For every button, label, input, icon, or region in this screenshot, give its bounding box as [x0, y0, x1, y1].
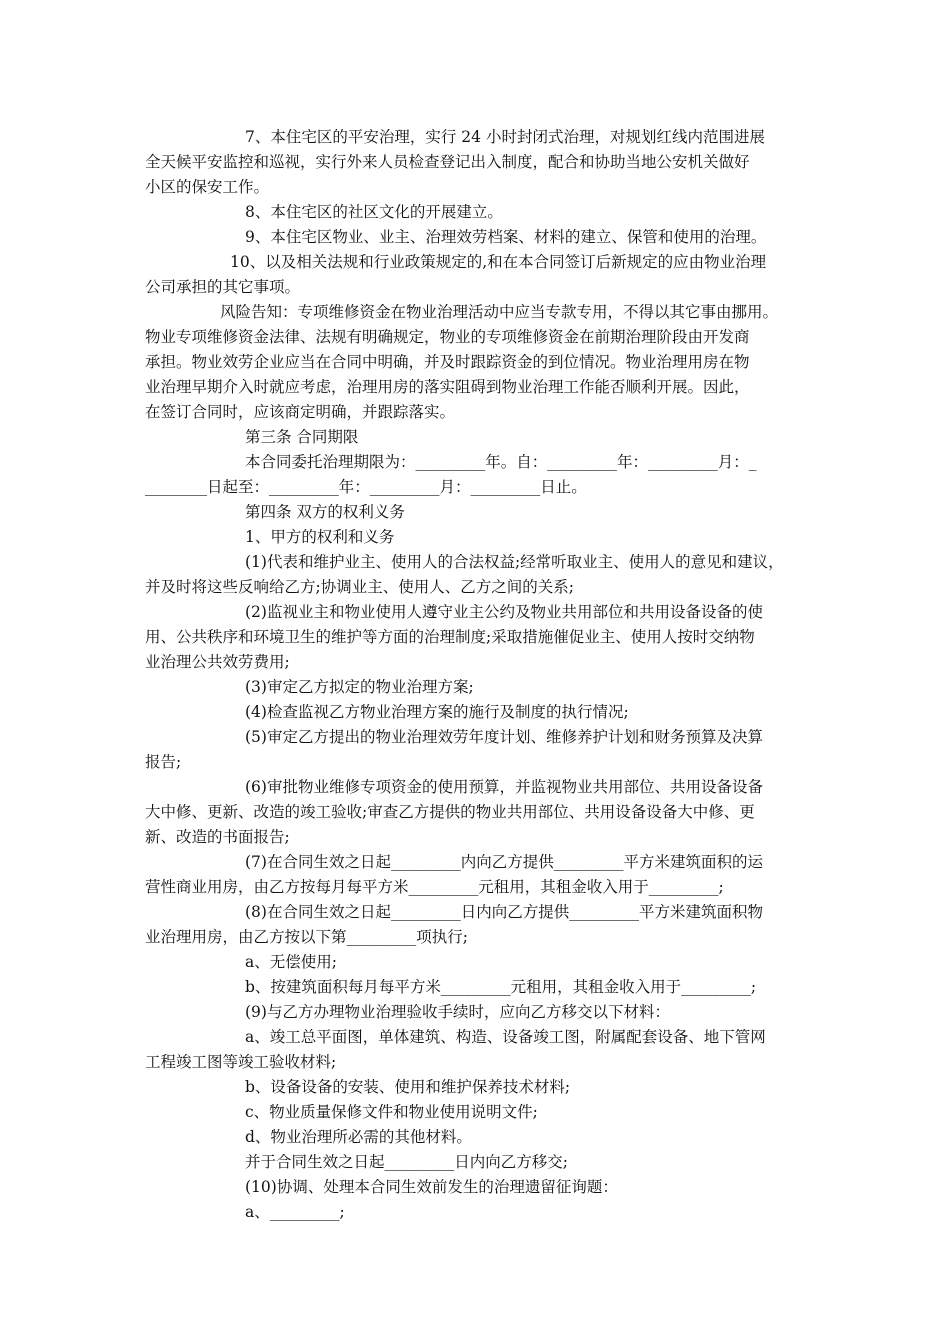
- list-item: c、物业质量保修文件和物业使用说明文件;: [245, 1103, 538, 1121]
- paragraph-line: (5)审定乙方提出的物业治理效劳年度计划、维修养护计划和财务预算及决算: [245, 728, 763, 746]
- list-item: a、_________;: [245, 1203, 345, 1221]
- list-item: 工程竣工图等竣工验收材料;: [145, 1053, 337, 1071]
- paragraph-line: 7、本住宅区的平安治理，实行 24 小时封闭式治理，对规划红线内范围进展: [245, 128, 765, 146]
- paragraph-line: 并及时将这些反响给乙方;协调业主、使用人、乙方之间的关系;: [145, 578, 574, 596]
- paragraph-line: 大中修、更新、改造的竣工验收;审查乙方提供的物业共用部位、共用设备设备大中修、更: [145, 803, 755, 821]
- risk-notice-line: 风险告知：专项维修资金在物业治理活动中应当专款专用，不得以其它事由挪用。: [220, 303, 779, 321]
- list-item: a、竣工总平面图，单体建筑、构造、设备竣工图，附属配套设备、地下管网: [245, 1028, 766, 1046]
- risk-notice-line: 业治理早期介入时就应考虑，治理用房的落实阻碍到物业治理工作能否顺利开展。因此，: [145, 378, 750, 396]
- section-heading: 第三条 合同期限: [245, 428, 359, 446]
- paragraph-line: (8)在合同生效之日起_________日内向乙方提供_________平方米建筑面积物: [245, 903, 763, 921]
- paragraph-line: ________日起至：_________年：_________月：_________日止。: [145, 478, 587, 496]
- paragraph-line: (10)协调、处理本合同生效前发生的治理遗留征询题：: [245, 1178, 618, 1196]
- paragraph-line: (2)监视业主和物业使用人遵守业主公约及物业共用部位和共用设备设备的使: [245, 603, 763, 621]
- section-heading: 第四条 双方的权利义务: [245, 503, 405, 521]
- risk-notice-line: 在签订合同时，应该商定明确，并跟踪落实。: [145, 403, 456, 421]
- paragraph-line: 业治理公共效劳费用;: [145, 653, 290, 671]
- subsection-heading: 1、甲方的权利和义务: [245, 528, 395, 546]
- paragraph-line: 8、本住宅区的社区文化的开展建立。: [245, 203, 503, 221]
- list-item: a、无偿使用;: [245, 953, 337, 971]
- paragraph-line: (9)与乙方办理物业治理验收手续时，应向乙方移交以下材料：: [245, 1003, 670, 1021]
- paragraph-line: 小区的保安工作。: [145, 178, 270, 196]
- risk-notice-line: 物业专项维修资金法律、法规有明确规定，物业的专项维修资金在前期治理阶段由开发商: [145, 328, 750, 346]
- paragraph-line: 营性商业用房，由乙方按每月每平方米_________元租用，其租金收入用于_________;: [145, 878, 724, 896]
- paragraph-line: 业治理用房，由乙方按以下第_________项执行;: [145, 928, 468, 946]
- paragraph-line: 9、本住宅区物业、业主、治理效劳档案、材料的建立、保管和使用的治理。: [245, 228, 767, 246]
- list-item: b、设备设备的安装、使用和维护保养技术材料;: [245, 1078, 571, 1096]
- paragraph-line: 报告;: [145, 753, 182, 771]
- paragraph-line: 本合同委托治理期限为：_________年。自：_________年：_________月：_: [245, 453, 757, 471]
- list-item: b、按建筑面积每月每平方米_________元租用，其租金收入用于_________;: [245, 978, 757, 996]
- paragraph-line: (7)在合同生效之日起_________内向乙方提供_________平方米建筑面积的运: [245, 853, 763, 871]
- paragraph-line: 全天候平安监控和巡视，实行外来人员检查登记出入制度，配合和协助当地公安机关做好: [145, 153, 750, 171]
- paragraph-line: 公司承担的其它事项。: [145, 278, 301, 296]
- paragraph-line: 新、改造的书面报告;: [145, 828, 290, 846]
- paragraph-line: (6)审批物业维修专项资金的使用预算，并监视物业共用部位、共用设备设备: [245, 778, 763, 796]
- paragraph-line: 并于合同生效之日起_________日内向乙方移交;: [245, 1153, 568, 1171]
- paragraph-line: (3)审定乙方拟定的物业治理方案;: [245, 678, 474, 696]
- paragraph-line: (1)代表和维护业主、使用人的合法权益;经常听取业主、使用人的意见和建议，: [245, 553, 784, 571]
- paragraph-line: 用、公共秩序和环境卫生的维护等方面的治理制度;采取措施催促业主、使用人按时交纳物: [145, 628, 755, 646]
- risk-notice-line: 承担。物业效劳企业应当在合同中明确，并及时跟踪资金的到位情况。物业治理用房在物: [145, 353, 750, 371]
- paragraph-line: 10、以及相关法规和行业政策规定的,和在本合同签订后新规定的应由物业治理: [230, 253, 767, 271]
- paragraph-line: (4)检查监视乙方物业治理方案的施行及制度的执行情况;: [245, 703, 629, 721]
- list-item: d、物业治理所必需的其他材料。: [245, 1128, 472, 1146]
